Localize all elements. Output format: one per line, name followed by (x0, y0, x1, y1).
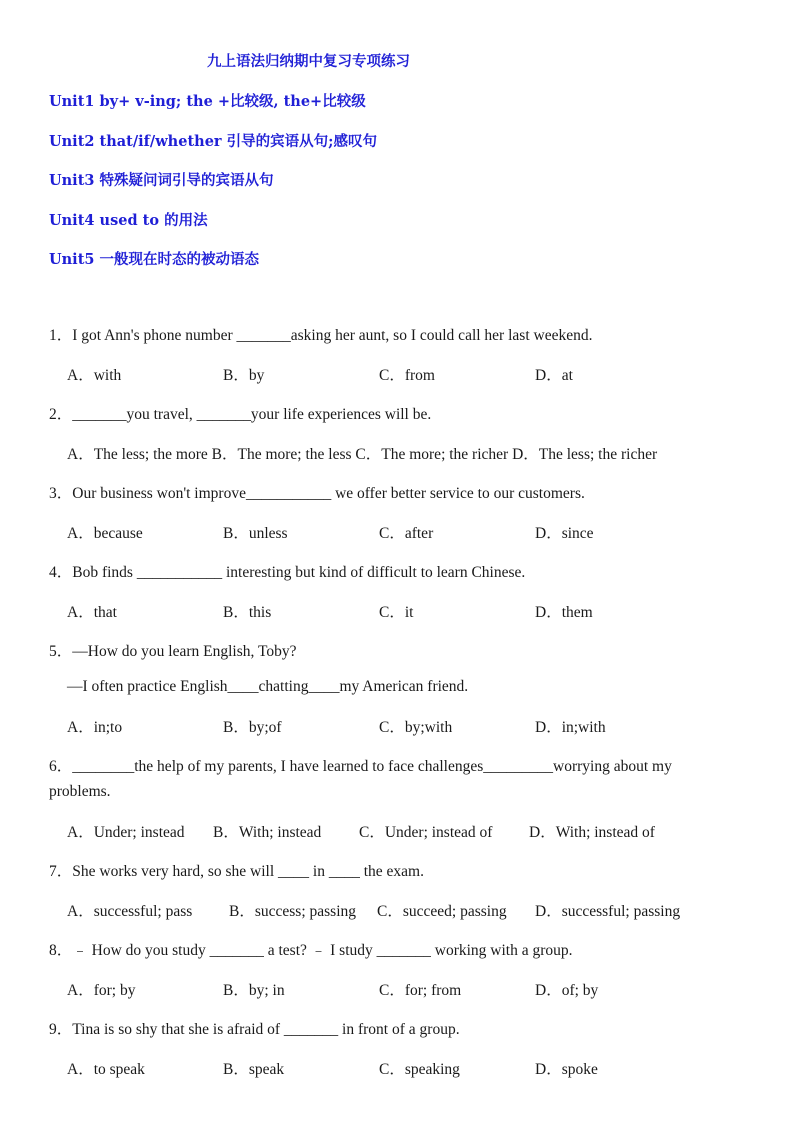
unit-4: Unit4 used to 的用法 (49, 212, 208, 229)
question-6-option-c: C．Under; instead of (359, 824, 493, 841)
question-8-option-a: A．for; by (67, 982, 136, 999)
question-7-option-d: D．successful; passing (535, 903, 681, 920)
question-7-option-a: A．successful; pass (67, 903, 193, 920)
question-6-stem: 6．________the help of my parents, I have learned to face challenges_________worrying about my (49, 758, 672, 775)
page-title: 九上语法归纳期中复习专项练习 (207, 54, 410, 70)
question-4-stem: 4．Bob finds ___________ interesting but kind of difficult to learn Chinese. (49, 564, 526, 581)
unit-5: Unit5 一般现在时态的被动语态 (49, 251, 260, 268)
question-9-stem: 9．Tina is so shy that she is afraid of _______ in front of a group. (49, 1021, 460, 1038)
question-4-option-b: B．this (223, 604, 272, 621)
question-1-stem: 1．I got Ann's phone number _______asking her aunt, so I could call her last weekend. (49, 327, 593, 344)
question-1-option-a: A．with (67, 367, 122, 384)
question-3-option-b: B．unless (223, 525, 288, 542)
question-9-option-a: A．to speak (67, 1061, 145, 1078)
question-9-option-c: C．speaking (379, 1061, 460, 1078)
question-6-stem-line-2: problems. (49, 783, 111, 800)
question-2-options: A．The less; the more B．The more; the less C．The more; the richer D．The less; the richer (67, 446, 658, 463)
question-1-option-c: C．from (379, 367, 435, 384)
question-7-option-b: B．success; passing (229, 903, 357, 920)
question-8-option-d: D．of; by (535, 982, 599, 999)
question-8-option-b: B．by; in (223, 982, 285, 999)
question-5-stem-line-2: —I often practice English____chatting____my American friend. (67, 678, 469, 695)
question-3-option-a: A．because (67, 525, 143, 542)
question-5-option-d: D．in;with (535, 719, 606, 736)
question-8-option-c: C．for; from (379, 982, 462, 999)
question-5-option-a: A．in;to (67, 719, 123, 736)
question-4-option-a: A．that (67, 604, 117, 621)
question-8-stem: 8．﹣ How do you study _______ a test? ﹣ I study _______ working with a group. (49, 942, 573, 959)
question-5-option-c: C．by;with (379, 719, 453, 736)
question-3-option-d: D．since (535, 525, 594, 542)
unit-2: Unit2 that/if/whether 引导的宾语从句;感叹句 (49, 133, 377, 150)
question-1-option-d: D．at (535, 367, 573, 384)
question-6-option-b: B．With; instead (213, 824, 322, 841)
question-2-stem: 2．_______you travel, _______your life experiences will be. (49, 406, 432, 423)
question-4-option-c: C．it (379, 604, 414, 621)
question-3-stem: 3．Our business won't improve___________ we offer better service to our customers. (49, 485, 585, 502)
question-6-option-a: A．Under; instead (67, 824, 185, 841)
question-4-option-d: D．them (535, 604, 593, 621)
question-7-option-c: C．succeed; passing (377, 903, 507, 920)
question-3-option-c: C．after (379, 525, 434, 542)
question-9-option-b: B．speak (223, 1061, 285, 1078)
question-7-stem: 7．She works very hard, so she will ____ in ____ the exam. (49, 863, 424, 880)
question-5-option-b: B．by;of (223, 719, 282, 736)
unit-3: Unit3 特殊疑问词引导的宾语从句 (49, 172, 274, 189)
question-9-option-d: D．spoke (535, 1061, 598, 1078)
question-1-option-b: B．by (223, 367, 265, 384)
unit-1: Unit1 by+ v-ing; the +比较级, the+比较级 (49, 93, 366, 110)
question-5-stem: 5．—How do you learn English, Toby? (49, 643, 297, 660)
question-6-option-d: D．With; instead of (529, 824, 655, 841)
